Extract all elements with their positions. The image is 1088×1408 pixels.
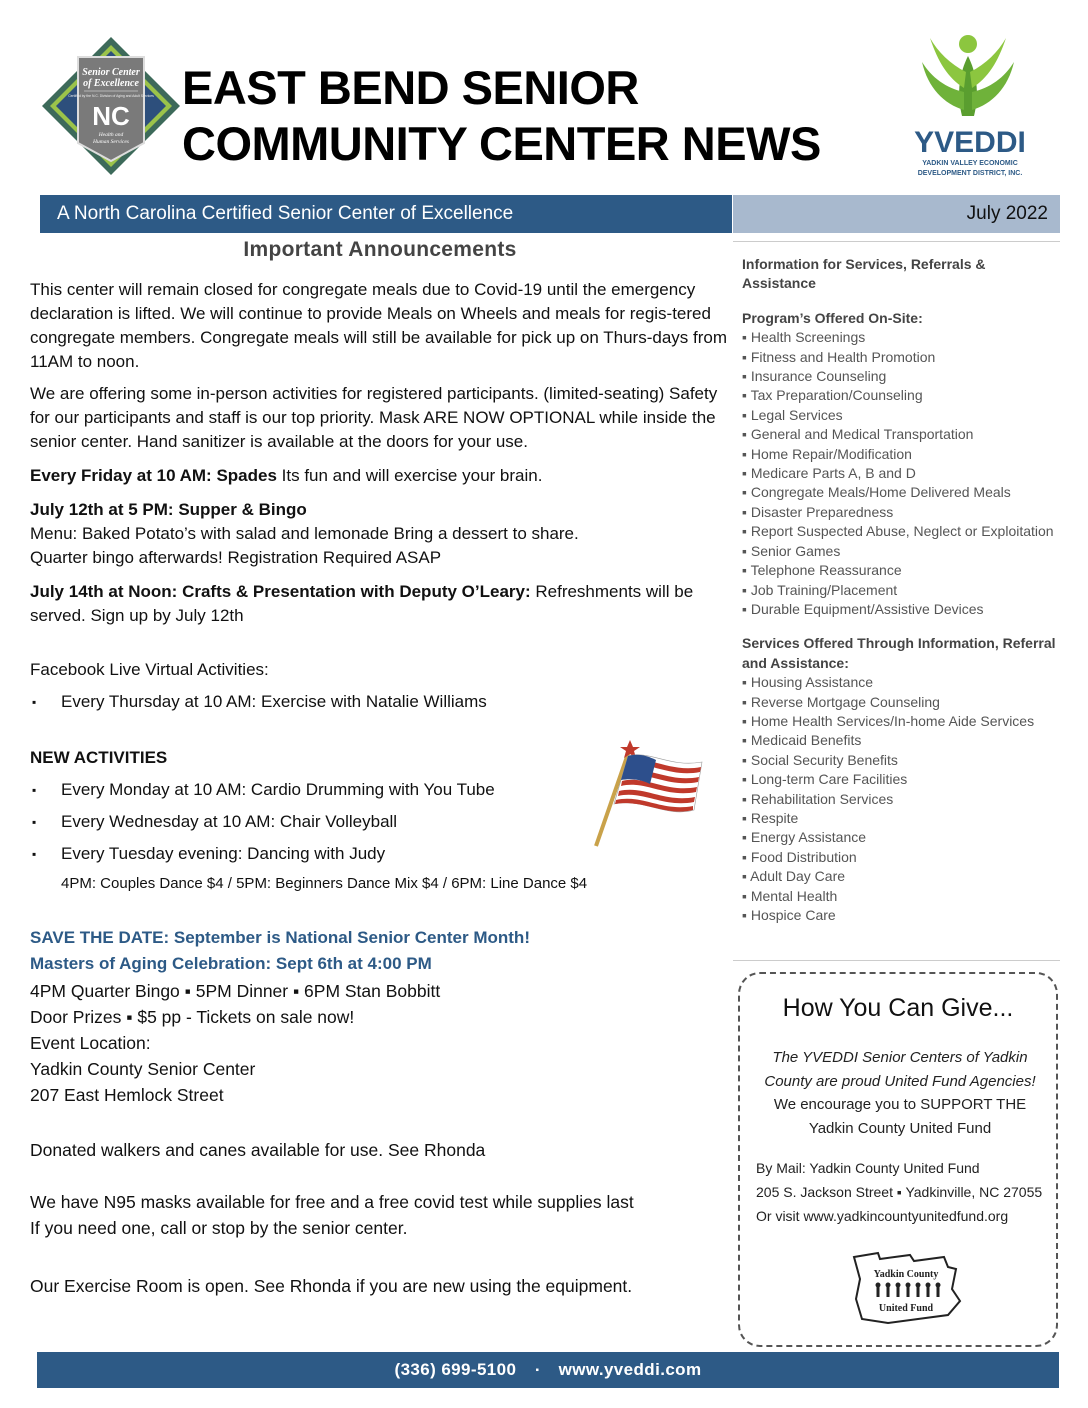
give-mail-info (756, 1156, 1042, 1228)
bullet-icon: ▪ (742, 693, 751, 710)
bullet-icon: ▪ (742, 406, 751, 423)
list-item-label: Medicaid Benefits (750, 732, 862, 749)
give-encourage: We encourage you to SUPPORT THE Yadkin County United Fund (773, 1096, 1027, 1137)
list-item-label: Report Suspected Abuse, Neglect or Exploitation (750, 523, 1054, 540)
announcements-heading: Important Announcements (243, 238, 517, 261)
list-item-label: Home Health Services/In-home Aide Services (750, 712, 1035, 729)
event-details (30, 978, 730, 1108)
bullet-icon: ▪ (742, 562, 751, 579)
list-item-label: Social Security Benefits (750, 751, 898, 768)
yveddi-name: YVEDDI (914, 126, 1026, 159)
give-italic: The YVEDDI Senior Centers of Yadkin County are proud United Fund Agencies! (764, 1049, 1036, 1090)
list-item-label: Job Training/Placement (750, 581, 898, 598)
list-item (742, 581, 1062, 600)
list-item (742, 906, 1062, 925)
list-item-label: Food Distribution (750, 848, 857, 865)
save-the-date: SAVE THE DATE: September is National Senior Center Month! (30, 928, 530, 947)
bullet-icon: ▪ (742, 751, 751, 768)
list-item (742, 790, 1062, 809)
crafts-presentation (30, 580, 730, 628)
list-item (742, 561, 1062, 580)
dance-schedule: 4PM: Couples Dance $4 / 5PM: Beginners Dance Mix $4 / 6PM: Line Dance $4 (61, 875, 588, 892)
list-item (742, 731, 1062, 750)
footer-website[interactable]: www.yveddi.com (558, 1360, 702, 1379)
event-line-4: 207 East Hemlock Street (30, 1085, 224, 1105)
seal-bottom1: Health and (98, 132, 124, 138)
list-item: ▪ Every Monday at 10 AM: Cardio Drumming with You Tube (32, 780, 495, 799)
supper-menu: Menu: Baked Potato’s with salad and lemonade Bring a dessert to share. (30, 524, 579, 543)
list-item-label: Long-term Care Facilities (750, 771, 908, 788)
event-line-3: Yadkin County Senior Center (30, 1059, 256, 1079)
list-item (742, 386, 1062, 405)
list-item-label: Insurance Counseling (750, 368, 887, 385)
list-item (742, 673, 1062, 692)
list-item-label: Congregate Meals/Home Delivered Meals (750, 484, 1011, 501)
bullet-icon: ▪ (742, 907, 751, 923)
bullet-icon: ▪ (742, 674, 751, 691)
give-body (750, 1046, 1050, 1140)
list-item-label: General and Medical Transportation (750, 426, 974, 443)
list-item-label: Reverse Mortgage Counseling (750, 693, 940, 710)
sidebar-divider (733, 241, 1060, 242)
american-flag-icon (590, 738, 710, 850)
list-item-label: Health Screenings (750, 329, 866, 346)
event-line-2: Event Location: (30, 1033, 151, 1053)
banner-date (733, 195, 1060, 233)
exercise-room-note: Our Exercise Room is open. See Rhonda if you are new using the equipment. (30, 1276, 633, 1296)
list-item-label: Energy Assistance (750, 829, 867, 846)
friday-desc: Its fun and will exercise your brain. (276, 466, 543, 485)
list-item-label: Medicare Parts A, B and D (750, 465, 916, 482)
list-item-label: Respite (750, 809, 799, 826)
list-item-label: Tax Preparation/Counseling (750, 387, 923, 404)
list-item-label: Fitness and Health Promotion (750, 348, 936, 365)
seal-sub: Certified by the N.C. Division of Aging and Adult Services (68, 94, 154, 98)
crafts-label: July 14th at Noon: Crafts & Presentation with Deputy O’Leary: (30, 582, 531, 601)
list-item (742, 809, 1062, 828)
sidebar-divider (733, 960, 1060, 961)
list-item-label: Housing Assistance (750, 674, 874, 691)
list-item-label: Mental Health (750, 887, 838, 904)
friday-label: Every Friday at 10 AM: Spades (30, 466, 277, 485)
list-item (742, 367, 1062, 386)
list-item (742, 867, 1062, 886)
list-item: ▪ Every Wednesday at 10 AM: Chair Volleyball (32, 812, 398, 831)
crafts-desc: Refreshments will be served. Sign up by July 12th (30, 582, 694, 625)
facebook-item-0: Every Thursday at 10 AM: Exercise with Natalie Williams (61, 692, 487, 711)
bullet-icon: ▪ (742, 868, 751, 885)
list-item (742, 406, 1062, 425)
bullet-icon: ▪ (742, 790, 751, 807)
list-item (742, 503, 1062, 522)
event-line-0: 4PM Quarter Bingo ▪ 5PM Dinner ▪ 6PM Stan Bobbitt (30, 981, 441, 1001)
list-item-label: Legal Services (750, 406, 843, 423)
facebook-list (30, 690, 730, 714)
bullet-icon: ▪ (742, 542, 751, 559)
list-item-label: Rehabilitation Services (750, 790, 894, 807)
event-line-1: Door Prizes ▪ $5 pp - Tickets on sale now! (30, 1007, 355, 1027)
bullet-icon: ▪ (742, 581, 751, 598)
title-line1: EAST BEND SENIOR (182, 61, 639, 114)
uf-logo-bottom: United Fund (878, 1303, 934, 1314)
info-heading: Information for Services, Referrals & Assistance (742, 256, 986, 292)
supper-bingo-heading: July 12th at 5 PM: Supper & Bingo (30, 500, 307, 519)
bullet-icon: ▪ (742, 887, 751, 904)
list-item (742, 848, 1062, 867)
title-line2: COMMUNITY CENTER NEWS (182, 117, 821, 170)
walkers-note: Donated walkers and canes available for use. See Rhonda (30, 1140, 486, 1160)
bullet-icon: ▪ (742, 484, 751, 501)
issue-date: July 2022 (966, 203, 1048, 224)
masters-of-aging: Masters of Aging Celebration: Sept 6th at 4:00 PM (30, 954, 432, 973)
bullet-icon: ▪ (742, 600, 751, 617)
list-item-label: Disaster Preparedness (750, 503, 894, 520)
bullet-icon: ▪ (742, 465, 751, 482)
yveddi-sub2: DEVELOPMENT DISTRICT, INC. (917, 170, 1023, 177)
give-mail-line2: 205 S. Jackson Street ▪ Yadkinville, NC 27055 (756, 1184, 1043, 1200)
bullet-icon: ▪ (742, 809, 751, 826)
list-item-label: Telephone Reassurance (750, 562, 902, 579)
bullet-icon: ▪ (742, 329, 751, 346)
bullet-icon: ▪ (742, 348, 751, 365)
facebook-heading: Facebook Live Virtual Activities: (30, 660, 269, 679)
supper-bingo-note: Quarter bingo afterwards! Registration Required ASAP (30, 548, 442, 567)
united-fund-logo (848, 1249, 968, 1329)
new-activity-2: Every Tuesday evening: Dancing with Judy (61, 844, 386, 863)
programs-list (742, 328, 1062, 619)
services-heading: Services Offered Through Information, Referral and Assistance: (742, 635, 1056, 671)
list-item-label: Home Repair/Modification (750, 445, 912, 462)
give-mail-line1: By Mail: Yadkin County United Fund (756, 1160, 980, 1176)
n95-note: We have N95 masks available for free and a free covid test while supplies last (30, 1192, 634, 1212)
give-title: How You Can Give... (782, 994, 1014, 1022)
n95-sub: If you need one, call or stop by the senior center. (30, 1218, 408, 1238)
list-item (742, 483, 1062, 502)
new-activity-0: Every Monday at 10 AM: Cardio Drumming with You Tube (61, 780, 495, 799)
banner-certification (40, 195, 732, 233)
list-item-label: Durable Equipment/Assistive Devices (750, 600, 984, 617)
list-item (742, 445, 1062, 464)
list-item (742, 751, 1062, 770)
list-item: ▪ Every Thursday at 10 AM: Exercise with Natalie Williams (32, 692, 487, 711)
list-item-label: Hospice Care (750, 907, 836, 923)
bullet-icon: ▪ (742, 503, 751, 520)
list-item (742, 542, 1062, 561)
list-item (742, 600, 1062, 619)
new-activity-1: Every Wednesday at 10 AM: Chair Volleyball (61, 812, 398, 831)
programs-heading: Program’s Offered On-Site: (742, 309, 923, 326)
list-item (742, 712, 1062, 731)
footer-bar (37, 1352, 1059, 1388)
list-item (742, 693, 1062, 712)
safety-paragraph: We are offering some in-person activities for registered participants. (limited-seating) Safety for our participants and staff is our top priority. Mask ARE NOW OPTIONAL while inside the senior center. Hand sanitizer is available at the doors for your use. (30, 384, 718, 451)
seal-line1: Senior Center (82, 67, 140, 78)
services-list (742, 673, 1062, 925)
yveddi-sub1: YADKIN VALLEY ECONOMIC (922, 160, 1018, 167)
list-item (742, 828, 1062, 847)
newsletter-title (182, 60, 821, 172)
senior-center-seal (40, 35, 182, 177)
services-sidebar (742, 255, 1062, 925)
list-item: ▪ Every Tuesday evening: Dancing with Judy (32, 844, 386, 863)
list-item (742, 328, 1062, 347)
seal-line2: of Excellence (83, 78, 139, 89)
how-you-can-give-box (738, 972, 1058, 1347)
bullet-icon: ▪ (742, 368, 751, 385)
footer-phone: (336) 699-5100 (394, 1360, 517, 1379)
bullet-icon: ▪ (742, 771, 751, 788)
banner-left-text: A North Carolina Certified Senior Center of Excellence (57, 203, 514, 224)
bullet-icon: ▪ (742, 829, 751, 846)
list-item-label: Adult Day Care (750, 868, 846, 885)
bullet-icon: ▪ (742, 848, 751, 865)
bullet-icon: ▪ (742, 445, 751, 462)
list-item (742, 425, 1062, 444)
bullet-icon: ▪ (742, 426, 751, 443)
list-item-label: Senior Games (750, 542, 841, 559)
seal-nc: NC (92, 101, 130, 131)
yveddi-logo (890, 32, 1050, 182)
bullet-icon: ▪ (742, 387, 751, 404)
closure-paragraph: This center will remain closed for congregate meals due to Covid-19 until the emergency declaration is lifted. We will continue to provide Meals on Wheels and meals for regis-tered congregate members. Congregate meals will still be available for pick up on Thurs-days from 11AM to noon. (30, 280, 728, 371)
bullet-icon: ▪ (742, 732, 751, 749)
list-item (742, 770, 1062, 789)
bullet-icon: ▪ (742, 712, 751, 729)
list-item (742, 464, 1062, 483)
friday-spades (30, 464, 730, 488)
bullet-icon: ▪ (742, 523, 751, 540)
list-item (742, 887, 1062, 906)
give-mail-line3: Or visit www.yadkincountyunitedfund.org (756, 1208, 1009, 1224)
seal-bottom2: Human Services (93, 139, 129, 145)
list-item (742, 522, 1062, 541)
new-activities-heading: NEW ACTIVITIES (30, 748, 168, 767)
footer-separator: ▪ (535, 1364, 540, 1376)
uf-logo-top: Yadkin County (873, 1269, 939, 1280)
list-item (742, 348, 1062, 367)
